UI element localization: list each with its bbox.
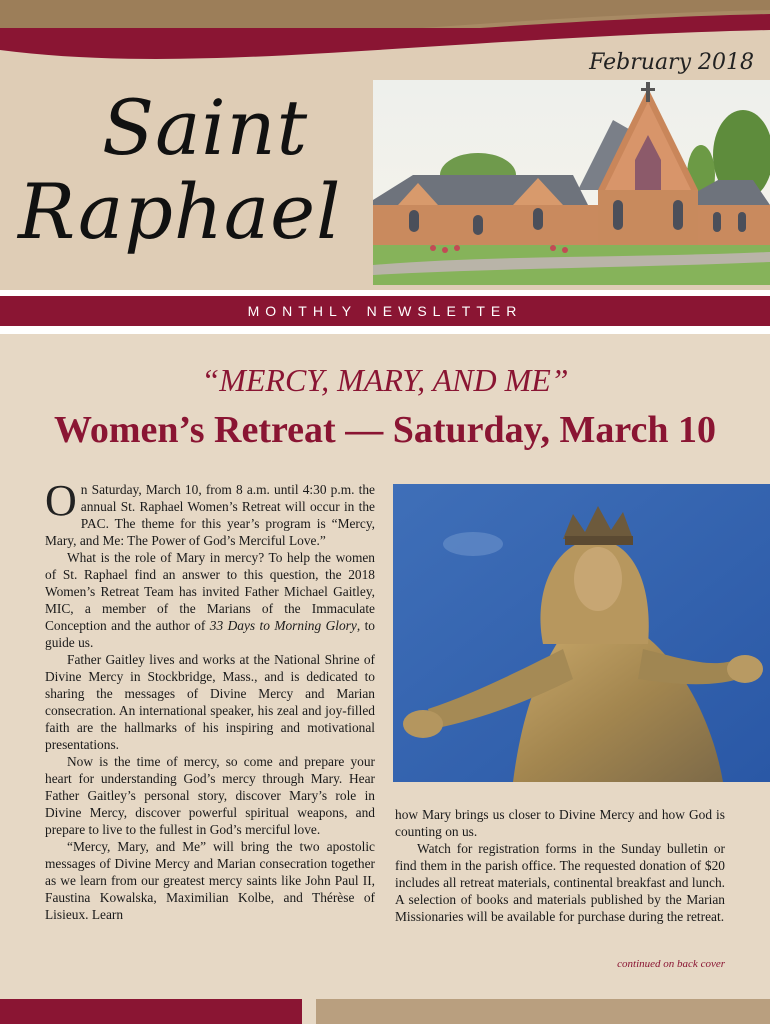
paragraph-2 [45, 549, 375, 651]
article-kicker: “MERCY, MARY, AND ME” [201, 362, 569, 398]
title-saint: Saint [102, 83, 309, 172]
footer-bar-tan [316, 999, 770, 1024]
title-raphael: Raphael [18, 167, 342, 256]
paragraph-2-text-b: , to guide us. [45, 618, 375, 650]
church-illustration-icon [373, 80, 770, 285]
article-headline: Women’s Retreat — Saturday, March 10 [53, 409, 717, 451]
paragraph-4: Now is the time of mercy, so come and prepare your heart for understanding God’s mercy through Mary. Hear Father Gaitley’s personal story, discover Mary’s role in Divine Mercy, discover powerful spiritual weapons, and prepare to live to the fullest in God’s merciful love. [45, 754, 375, 837]
paragraph-5: “Mercy, Mary, and Me” will bring the two apostolic messages of Divine Mercy and Marian consecration together as we learn from our greatest mercy saints like John Paul II, Faustina Kowalska, Maximilian Kolbe, and Thérèse of Lisieux. Learn [45, 839, 375, 922]
book-title: 33 Days to Morning Glory [209, 618, 357, 633]
monthly-newsletter-banner: MONTHLY NEWSLETTER [0, 296, 770, 326]
mary-statue-photo-icon [393, 484, 770, 782]
paragraph-2-text-a: What is the role of Mary in mercy? To help the women of St. Raphael find an answer to this question, the 2018 Women’s Retreat Team has invited Father Michael Gaitley, MIC, a member of the Marians of the Immaculate Conception and the author of [45, 550, 375, 633]
paragraph-3: Father Gaitley lives and works at the National Shrine of Divine Mercy in Stockbridge, Mass., and is dedicated to sharing the messages of Divine Mercy and Marian consecration. An international speaker, his zeal and joy-filled faith are the hallmarks of his inspiring and motivational presentations. [45, 652, 375, 752]
paragraph-6: how Mary brings us closer to Divine Mercy and how God is counting on us. [395, 807, 725, 839]
paragraph-1-text: n Saturday, March 10, from 8 a.m. until 4:30 p.m. the annual St. Raphael Women’s Retreat will occur in the PAC. The theme for this year’s program is “Mercy, Mary, and Me: The Power of God’s Merciful Love.” [45, 482, 375, 548]
paragraph-7: Watch for registration forms in the Sunday bulletin or find them in the parish office. The requested donation of $20 includes all retreat materials, continental breakfast and lunch. A selection of books and materials published by the Marian Missionaries will be available for purchase during the retreat. [395, 841, 725, 924]
footer-bar-red [0, 999, 302, 1024]
drop-cap: O [45, 476, 77, 525]
article-column-right [395, 806, 725, 925]
article-column-left [45, 476, 375, 923]
newsletter-title [18, 83, 368, 260]
continued-note: continued on back cover [617, 958, 725, 970]
paragraph-1 [45, 476, 375, 549]
issue-date: February 2018 [589, 50, 754, 75]
banner-bottom-rule [0, 326, 770, 334]
